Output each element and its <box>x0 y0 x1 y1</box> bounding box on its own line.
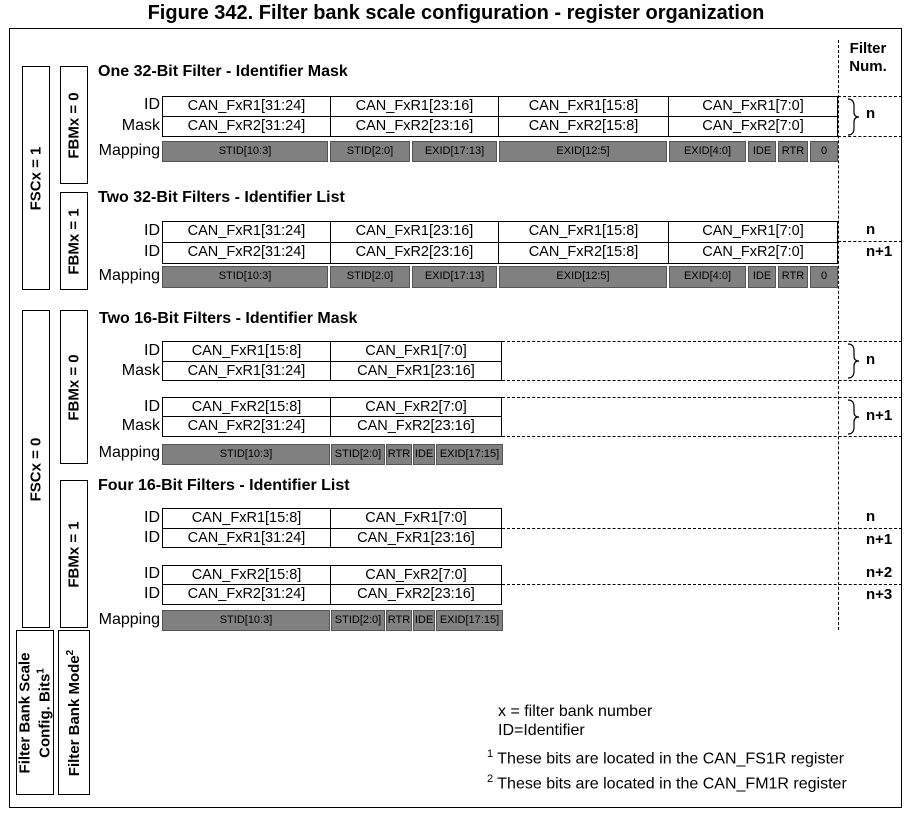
s1-label-id: ID <box>144 96 160 113</box>
s3-brace-icon-2 <box>846 399 860 435</box>
s3-label-mask2: Mask <box>121 417 160 434</box>
s1-map-ide: IDE <box>748 141 776 162</box>
s3-label-id2: ID <box>144 398 160 415</box>
s3-label-mapping: Mapping <box>98 444 160 461</box>
s4-map-rtr: RTR <box>386 610 412 631</box>
s4-dash-1 <box>502 528 902 529</box>
section4-title: Four 16-Bit Filters - Identifier List <box>98 477 350 494</box>
s1-r2-c4: CAN_FxR2[7:0] <box>668 116 838 137</box>
s3-map-stid-10-3: STID[10:3] <box>162 444 330 465</box>
s3-dash-4 <box>502 436 902 437</box>
fsc1-label: FSCx = 1 <box>27 146 45 210</box>
s1-r1-c2: CAN_FxR1[23:16] <box>330 96 499 117</box>
footnote-2-text: These bits are located in the CAN_FM1R register <box>497 775 847 793</box>
s2-map-exid-17-13: EXID[17:13] <box>412 266 497 288</box>
s4-r3-c2: CAN_FxR2[7:0] <box>330 565 502 585</box>
s2-num-n1: n+1 <box>866 243 893 260</box>
filter-num-header-line2: Num. <box>849 58 887 75</box>
s1-map-exid-12-5: EXID[12:5] <box>499 141 667 162</box>
bank-mode-box <box>58 630 90 795</box>
s3-dash-2 <box>502 380 902 381</box>
section1-title: One 32-Bit Filter - Identifier Mask <box>98 63 348 80</box>
filter-num-divider <box>838 40 839 630</box>
fbm1-label-a: FBMx = 1 <box>65 207 83 275</box>
s1-label-mapping: Mapping <box>98 142 160 159</box>
s3-num-n1: n+1 <box>866 407 893 424</box>
note-id: ID=Identifier <box>498 722 585 739</box>
s1-r2-c2: CAN_FxR2[23:16] <box>330 116 499 137</box>
s3-map-rtr: RTR <box>386 444 412 465</box>
s2-label-id1: ID <box>144 222 160 239</box>
s3-map-stid-2-0: STID[2:0] <box>331 444 385 465</box>
fsc0-label: FSCx = 0 <box>27 437 45 501</box>
s3-r3-c1: CAN_FxR2[15:8] <box>162 397 331 417</box>
s3-map-exid-17-15: EXID[17:15] <box>436 444 503 465</box>
s3-map-ide: IDE <box>413 444 435 465</box>
s1-map-zero: 0 <box>810 141 838 162</box>
scale-bits-box <box>16 630 54 795</box>
fbm0-box-b <box>60 310 88 464</box>
s4-label-id2: ID <box>144 529 160 546</box>
s3-r1-c2: CAN_FxR1[7:0] <box>330 341 502 362</box>
s3-r2-c2: CAN_FxR1[23:16] <box>330 361 502 381</box>
filter-num-header <box>838 40 898 76</box>
filter-num-header-line1: Filter <box>849 40 887 57</box>
s1-r2-c3: CAN_FxR2[15:8] <box>498 116 669 137</box>
s1-map-exid-4-0: EXID[4:0] <box>669 141 746 162</box>
s1-map-stid-10-3: STID[10:3] <box>162 141 328 162</box>
s3-r3-c2: CAN_FxR2[7:0] <box>330 397 502 417</box>
figure-title: Figure 342. Filter bank scale configuration - register organization <box>147 2 765 24</box>
s4-map-stid-10-3: STID[10:3] <box>162 610 330 631</box>
bank-mode-label: Filter Bank Mode$^2$ <box>65 649 84 776</box>
s3-label-id1: ID <box>144 342 160 359</box>
fsc0-box <box>22 310 50 628</box>
fsc1-box <box>22 66 50 290</box>
s3-label-mask1: Mask <box>121 362 160 379</box>
s4-label-id4: ID <box>144 585 160 602</box>
s1-map-stid-2-0: STID[2:0] <box>330 141 410 162</box>
s3-r4-c1: CAN_FxR2[31:24] <box>162 416 331 437</box>
s4-label-id3: ID <box>144 565 160 582</box>
s1-label-mask: Mask <box>121 117 160 134</box>
s2-r2-c2: CAN_FxR2[23:16] <box>330 242 499 264</box>
s1-r1-c4: CAN_FxR1[7:0] <box>668 96 838 117</box>
s4-map-stid-2-0: STID[2:0] <box>331 610 385 631</box>
s3-dash-3 <box>502 397 902 398</box>
section3-title: Two 16-Bit Filters - Identifier Mask <box>99 310 358 327</box>
s4-r1-c1: CAN_FxR1[15:8] <box>162 508 331 529</box>
s1-num-n: n <box>866 105 876 122</box>
s2-label-id2: ID <box>144 243 160 260</box>
section2-title: Two 32-Bit Filters - Identifier List <box>98 189 345 206</box>
s4-num-n1: n+1 <box>866 531 893 548</box>
s4-r3-c1: CAN_FxR2[15:8] <box>162 565 331 585</box>
fbm0-label-b: FBMx = 0 <box>65 353 83 421</box>
s4-r4-c2: CAN_FxR2[23:16] <box>330 584 502 605</box>
s4-r1-c2: CAN_FxR1[7:0] <box>330 508 502 529</box>
s2-r1-c3: CAN_FxR1[15:8] <box>498 221 669 243</box>
scale-bits-label: Filter Bank Scale Config. Bits$^1$ <box>16 652 54 773</box>
s2-r2-c3: CAN_FxR2[15:8] <box>498 242 669 264</box>
s3-r4-c2: CAN_FxR2[23:16] <box>330 416 502 437</box>
s1-r1-c1: CAN_FxR1[31:24] <box>162 96 331 117</box>
s1-r2-c1: CAN_FxR2[31:24] <box>162 116 331 137</box>
s2-map-stid-10-3: STID[10:3] <box>162 266 328 288</box>
fbm0-label-a: FBMx = 0 <box>65 91 83 159</box>
s2-r1-c4: CAN_FxR1[7:0] <box>668 221 838 243</box>
s2-map-zero: 0 <box>810 266 838 288</box>
s1-map-rtr: RTR <box>778 141 808 162</box>
s4-label-id1: ID <box>144 509 160 526</box>
s4-r4-c1: CAN_FxR2[31:24] <box>162 584 331 605</box>
s2-map-ide: IDE <box>748 266 776 288</box>
s2-map-exid-12-5: EXID[12:5] <box>499 266 667 288</box>
s2-r1-c1: CAN_FxR1[31:24] <box>162 221 331 243</box>
s4-r2-c1: CAN_FxR1[31:24] <box>162 528 331 548</box>
s1-map-exid-17-13: EXID[17:13] <box>412 141 497 162</box>
s4-num-n3: n+3 <box>866 586 893 603</box>
s4-map-exid-17-15: EXID[17:15] <box>436 610 503 631</box>
s2-label-mapping: Mapping <box>98 267 160 284</box>
s2-map-rtr: RTR <box>778 266 808 288</box>
s2-r2-c1: CAN_FxR2[31:24] <box>162 242 331 264</box>
s3-r1-c1: CAN_FxR1[15:8] <box>162 341 331 362</box>
s2-r2-c4: CAN_FxR2[7:0] <box>668 242 838 264</box>
s3-r2-c1: CAN_FxR1[31:24] <box>162 361 331 381</box>
footnote-1-mark: 1 <box>487 748 494 760</box>
s4-dash-2 <box>502 584 902 585</box>
s1-brace-icon <box>846 98 860 136</box>
footnote-1 <box>487 748 844 768</box>
footnote-2-mark: 2 <box>487 773 494 785</box>
s1-dash-top <box>838 96 902 97</box>
s2-r1-c2: CAN_FxR1[23:16] <box>330 221 499 243</box>
s1-r1-c3: CAN_FxR1[15:8] <box>498 96 669 117</box>
scale-bits-sup: 1 <box>35 667 47 674</box>
fbm1-label-b: FBMx = 1 <box>65 520 83 588</box>
s3-brace-icon-1 <box>846 343 860 379</box>
fbm1-box-b <box>60 480 88 628</box>
s4-num-n2: n+2 <box>866 564 893 581</box>
s1-dash-bottom <box>838 136 902 137</box>
s4-map-ide: IDE <box>413 610 435 631</box>
footnote-2 <box>487 773 847 793</box>
s4-num-n: n <box>866 508 876 525</box>
s4-r2-c2: CAN_FxR1[23:16] <box>330 528 502 548</box>
s4-label-mapping: Mapping <box>98 611 160 628</box>
s2-map-stid-2-0: STID[2:0] <box>330 266 410 288</box>
s2-map-exid-4-0: EXID[4:0] <box>669 266 746 288</box>
s2-dash-mid <box>838 241 902 242</box>
s3-num-n: n <box>866 351 876 368</box>
bank-mode-sup: 2 <box>65 649 77 655</box>
note-x: x = filter bank number <box>498 703 653 720</box>
s2-num-n: n <box>866 221 876 238</box>
s3-dash-1 <box>502 341 902 342</box>
footnote-1-text: These bits are located in the CAN_FS1R register <box>497 750 845 768</box>
